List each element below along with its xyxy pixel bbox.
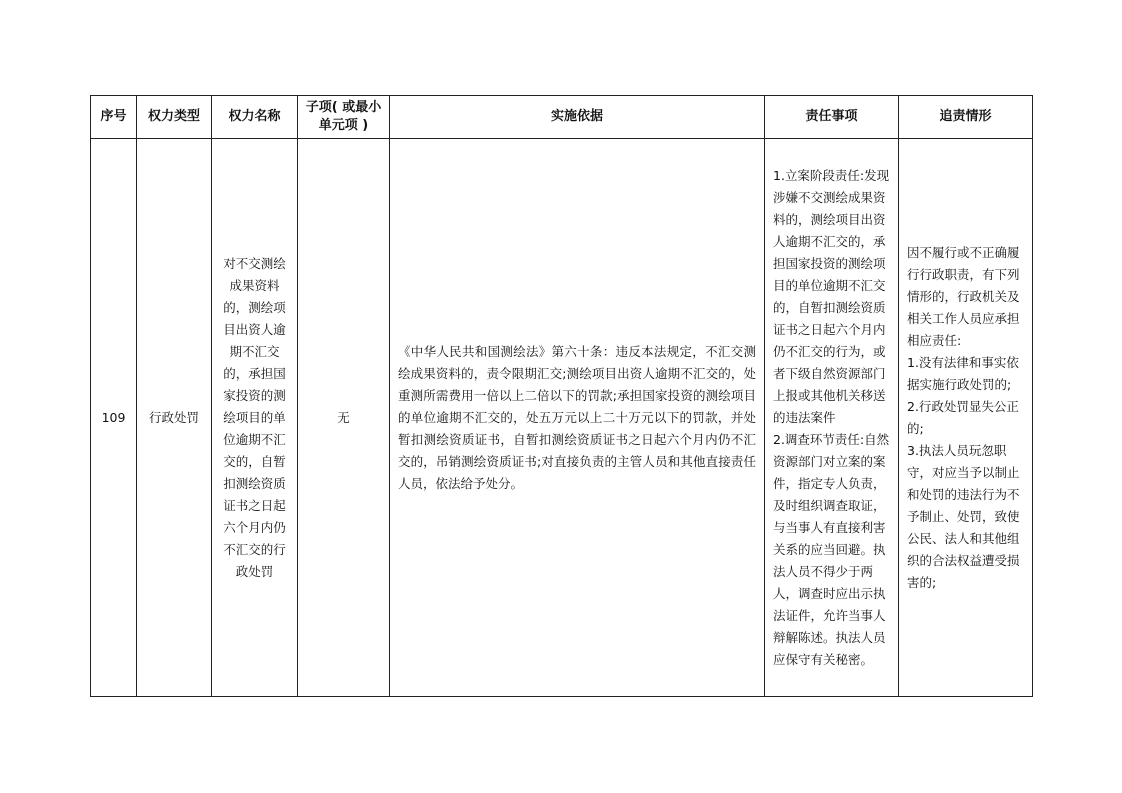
power-list-table (90, 95, 1033, 697)
cell-subitem: 无 (298, 139, 390, 697)
accountability-item: 3.执法人员玩忽职守，对应当予以制止和处罚的违法行为不予制止、处罚，致使公民、法人和其他组织的合法权益遭受损害的; (907, 442, 1020, 590)
cell-power-name: 对不交测绘成果资料的，测绘项目出资人逾期不汇交的，承担国家投资的测绘项目的单位逾期不汇交的，自暂扣测绘资质证书之日起六个月内仍不汇交的行政处罚 (212, 139, 298, 697)
responsibility-item: 2.调查环节责任:自然资源部门对立案的案件，指定专人负责，及时组织调查取证，与当事人有直接利害关系的应当回避。执法人员不得少于两人，调查时应出示执法证件，允许当事人辩解陈述。执法人员应保守有关秘密。 (773, 431, 890, 667)
header-responsibility: 责任事项 (765, 96, 899, 139)
accountability-item: 2.行政处罚显失公正的; (907, 398, 1019, 436)
cell-basis: 《中华人民共和国测绘法》第六十条：违反本法规定，不汇交测绘成果资料的，责令限期汇交;测绘项目出资人逾期不汇交的，处重测所需费用一倍以上二倍以下的罚款;承担国家投资的测绘项目的单位逾期不汇交的，处五万元以上二十万元以下的罚款，并处暂扣测绘资质证书，自暂扣测绘资质证书之日起六个月内仍不汇交的，吊销测绘资质证书;对直接负责的主管人员和其他直接责任人员，依法给予处分。 (390, 139, 765, 697)
cell-power-type: 行政处罚 (137, 139, 212, 697)
header-subitem: 子项( 或最小单元项 ) (298, 96, 390, 139)
cell-responsibility (765, 139, 899, 697)
header-seq: 序号 (91, 96, 137, 139)
table-row (91, 139, 1033, 697)
accountability-item: 因不履行或不正确履行行政职责，有下列情形的，行政机关及相关工作人员应承担相应责任: (907, 244, 1020, 348)
header-row (91, 96, 1033, 139)
header-accountability: 追责情形 (899, 96, 1033, 139)
accountability-item: 1.没有法律和事实依据实施行政处罚的; (907, 354, 1019, 392)
cell-accountability (899, 139, 1033, 697)
header-power-name: 权力名称 (212, 96, 298, 139)
responsibility-item: 1.立案阶段责任:发现涉嫌不交测绘成果资料的，测绘项目出资人逾期不汇交的，承担国家投资的测绘项目的单位逾期不汇交的，自暂扣测绘资质证书之日起六个月内仍不汇交的行为，或者下级自然资源部门上报或其他机关移送的违法案件 (773, 167, 890, 425)
header-basis: 实施依据 (390, 96, 765, 139)
header-power-type: 权力类型 (137, 96, 212, 139)
cell-seq: 109 (91, 139, 137, 697)
